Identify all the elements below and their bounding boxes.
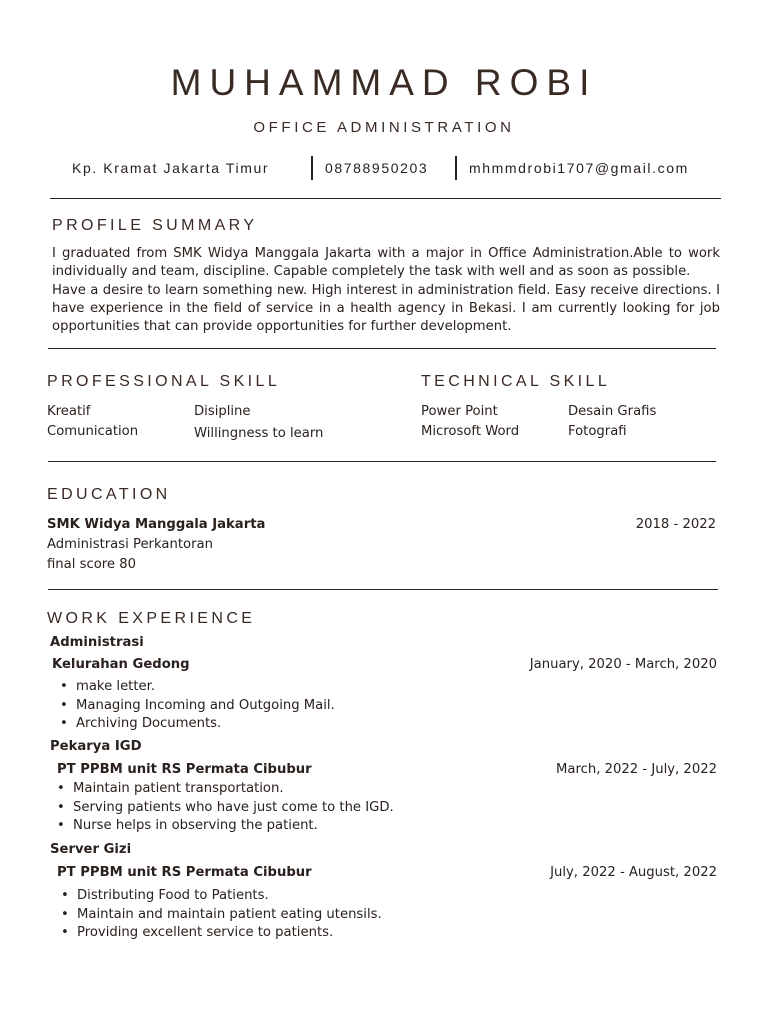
contact-divider [311, 156, 313, 180]
job-duty: • make letter. [54, 678, 335, 697]
work-heading: WORK EXPERIENCE [47, 610, 256, 627]
job-dates: July, 2022 - August, 2022 [550, 865, 717, 880]
technical-skill-heading: TECHNICAL SKILL [421, 373, 611, 390]
job-role: Administrasi [50, 635, 144, 650]
divider [48, 348, 716, 349]
job-duty: • Nurse helps in observing the patient. [51, 817, 394, 836]
professional-skill-heading: PROFESSIONAL SKILL [47, 373, 281, 390]
job-company: PT PPBM unit RS Permata Cibubur [57, 762, 312, 777]
job-title: OFFICE ADMINISTRATION [253, 119, 515, 136]
job-duty: • Archiving Documents. [54, 715, 335, 734]
contact-email: mhmmdrobi1707@gmail.com [469, 160, 689, 176]
job-role: Pekarya IGD [50, 739, 142, 754]
job-duties [51, 780, 394, 836]
education-heading: EDUCATION [47, 486, 171, 503]
skill-item: Disipline [194, 404, 251, 419]
job-role: Server Gizi [50, 842, 132, 857]
job-duties [54, 678, 335, 734]
job-dates: March, 2022 - July, 2022 [556, 762, 717, 777]
divider [48, 589, 718, 590]
job-duty: • Distributing Food to Patients. [55, 887, 382, 906]
job-dates: January, 2020 - March, 2020 [529, 657, 717, 672]
divider [48, 461, 716, 462]
skill-item: Desain Grafis [568, 404, 657, 419]
contact-divider [455, 156, 457, 180]
education-major: Administrasi Perkantoran [47, 537, 213, 552]
contact-phone: 08788950203 [325, 160, 429, 176]
skill-item: Fotografi [568, 424, 627, 439]
school-name: SMK Widya Manggala Jakarta [47, 517, 266, 532]
profile-heading: PROFILE SUMMARY [52, 217, 258, 234]
job-duty: • Maintain and maintain patient eating utensils. [55, 906, 382, 925]
job-duty: • Providing excellent service to patients. [55, 924, 382, 943]
skill-item: Comunication [47, 424, 139, 439]
skill-item: Power Point [421, 404, 498, 419]
job-duty: • Serving patients who have just come to the IGD. [51, 799, 394, 818]
candidate-name: MUHAMMAD ROBI [170, 62, 598, 103]
job-duty: • Managing Incoming and Outgoing Mail. [54, 697, 335, 716]
profile-paragraph: I graduated from SMK Widya Manggala Jakarta with a major in Office Administration.Able to work individually and team, discipline. Capable completely the task with well and as soon as possible. [52, 246, 720, 280]
skill-item: Kreatif [47, 404, 91, 419]
job-duty: • Maintain patient transportation. [51, 780, 394, 799]
job-company: PT PPBM unit RS Permata Cibubur [57, 865, 312, 880]
education-years: 2018 - 2022 [635, 517, 716, 532]
profile-summary [52, 245, 720, 336]
divider [50, 198, 721, 199]
skill-item: Willingness to learn [194, 426, 324, 441]
job-duties [55, 887, 382, 943]
profile-paragraph: Have a desire to learn something new. High interest in administration field. Easy receive directions. I have experience in the field of service in a health agency in Bekasi. I am currently looking for job opportunities that can provide opportunities for further development. [52, 282, 720, 335]
skill-item: Microsoft Word [421, 424, 520, 439]
education-score: final score 80 [47, 557, 137, 572]
job-company: Kelurahan Gedong [52, 657, 190, 672]
contact-address: Kp. Kramat Jakarta Timur [72, 160, 270, 176]
